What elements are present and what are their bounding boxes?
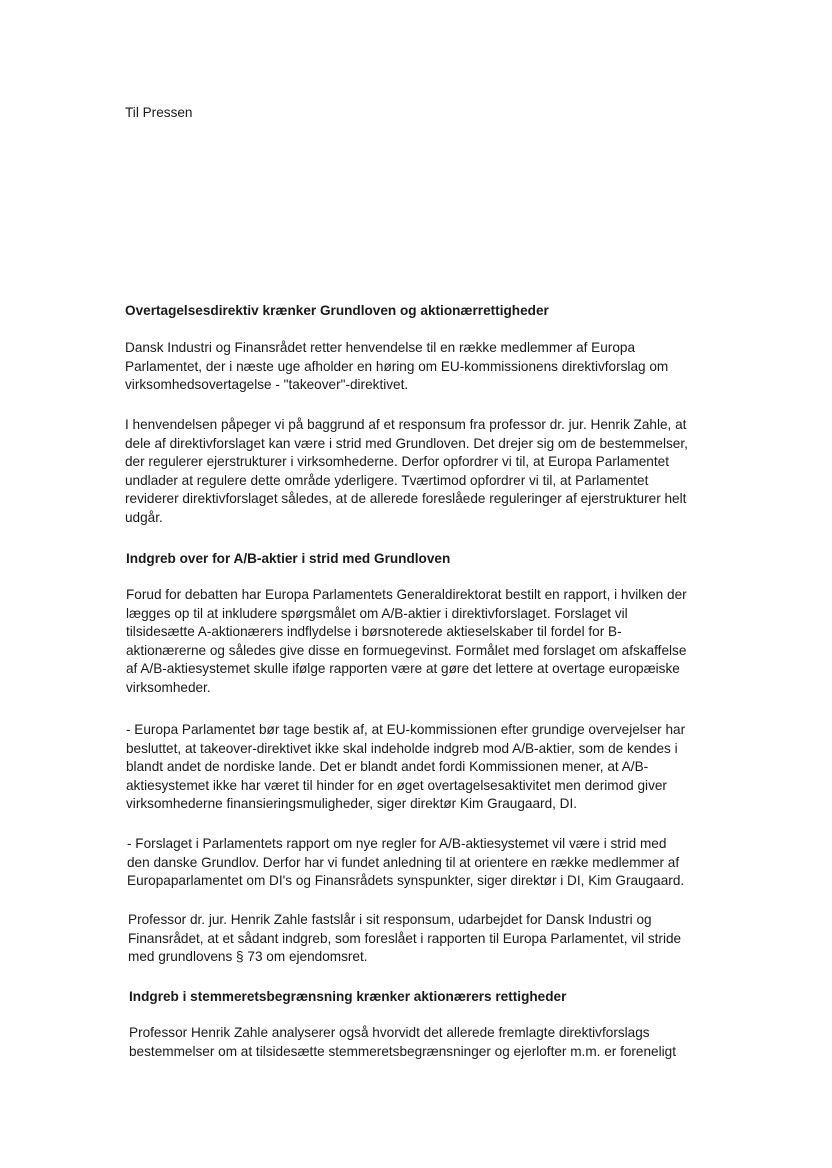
paragraph-7 <box>129 1024 676 1061</box>
paragraph-line: tilsidesætte A-aktionærers indflydelse i børsnoterede aktieselskaber til fordel for B- <box>126 624 622 640</box>
paragraph-line: bestemmelser om at tilsidesætte stemmeretsbegrænsninger og ejerlofter m.m. er foreneligt <box>129 1043 676 1059</box>
paragraph-3 <box>126 586 687 698</box>
paragraph-line: Europaparlamentet om DI's og Finansrådets synspunkter, siger direktør i DI, Kim Graugaard. <box>127 873 685 889</box>
addressee-text: Til Pressen <box>125 105 193 120</box>
paragraph-line: aktionærerne og således give disse en formuegevinst. Formålet med forslaget om afskaffelse <box>126 642 687 658</box>
paragraph-line: af A/B-aktiesystemet skulle ifølge rapporten være at gøre det lettere at overtage europæiske <box>126 661 680 677</box>
addressee <box>125 104 192 123</box>
paragraph-line: virksomhederne finansieringsmuligheder, siger direktør Kim Graugaard, DI. <box>126 796 578 812</box>
section-heading-ab-aktier <box>126 550 450 569</box>
paragraph-line: Forud for debatten har Europa Parlamentets Generaldirektorat bestilt en rapport, i hvilken der <box>126 587 687 602</box>
heading-text: Indgreb over for A/B-aktier i strid med Grundloven <box>126 551 451 566</box>
paragraph-2 <box>125 416 688 528</box>
section-heading-stemmeret <box>129 988 566 1007</box>
paragraph-5 <box>127 835 684 891</box>
paragraph-line: blandt andet de nordiske lande. Det er blandt andet fordi Kommissionen mener, at A/B- <box>126 759 649 775</box>
paragraph-line: virksomhedsovertagelse - "takeover"-direktivet. <box>125 377 409 393</box>
paragraph-line: Finansrådet, at et sådant indgreb, som foreslået i rapporten til Europa Parlamentet, vil stride <box>128 930 682 946</box>
paragraph-line: aktiesystemet ikke har været til hinder for en øget overtagelsesaktivitet men derimod giver <box>126 777 667 793</box>
paragraph-line: lægges op til at inkludere spørgsmålet om A/B-aktier i direktivforslaget. Forslaget vil <box>126 605 628 621</box>
title-text: Overtagelsesdirektiv krænker Grundloven og aktionærrettigheder <box>125 303 549 318</box>
paragraph-line: med grundlovens § 73 om ejendomsret. <box>128 949 368 965</box>
paragraph-line: den danske Grundlov. Derfor har vi fundet anledning til at orientere en række medlemmer af <box>127 854 680 870</box>
paragraph-6 <box>128 911 681 967</box>
paragraph-line: udgår. <box>125 509 163 525</box>
paragraph-line: reviderer direktivforslaget således, at de allerede foreslåede reguleringer af ejerstrukturer helt <box>125 491 687 507</box>
paragraph-line: - Forslaget i Parlamentets rapport om nye regler for A/B-aktiesystemet vil være i strid med <box>127 836 667 851</box>
paragraph-1 <box>125 339 668 395</box>
paragraph-line: virksomheder. <box>126 679 211 695</box>
paragraph-line: Professor Henrik Zahle analyserer også hvorvidt det allerede fremlagte direktivforslags <box>129 1025 650 1040</box>
document-title <box>125 302 549 321</box>
paragraph-4 <box>126 721 685 814</box>
paragraph-line: I henvendelsen påpeger vi på baggrund af et responsum fra professor dr. jur. Henrik Zahle, at <box>125 417 687 432</box>
paragraph-line: Dansk Industri og Finansrådet retter henvendelse til en række medlemmer af Europa <box>125 340 636 355</box>
heading-text: Indgreb i stemmeretsbegrænsning krænker aktionærers rettigheder <box>129 989 567 1004</box>
paragraph-line: undlader at regulere dette område yderligere. Tværtimod opfordrer vi til, at Parlamentet <box>125 472 649 488</box>
paragraph-line: - Europa Parlamentet bør tage bestik af, at EU-kommissionen efter grundige overvejelser har <box>126 722 686 737</box>
paragraph-line: Professor dr. jur. Henrik Zahle fastslår i sit responsum, udarbejdet for Dansk Industri og <box>128 912 652 927</box>
paragraph-line: besluttet, at takeover-direktivet ikke skal indeholde indgreb mod A/B-aktier, som de kendes i <box>126 740 678 756</box>
paragraph-line: der regulerer ejerstrukturer i virksomhederne. Derfor opfordrer vi til, at Europa Parlamentet <box>125 454 669 470</box>
paragraph-line: dele af direktivforslaget kan være i strid med Grundloven. Det drejer sig om de bestemmelser, <box>125 435 688 451</box>
paragraph-line: Parlamentet, der i næste uge afholder en høring om EU-kommissionens direktivforslag om <box>125 358 669 374</box>
